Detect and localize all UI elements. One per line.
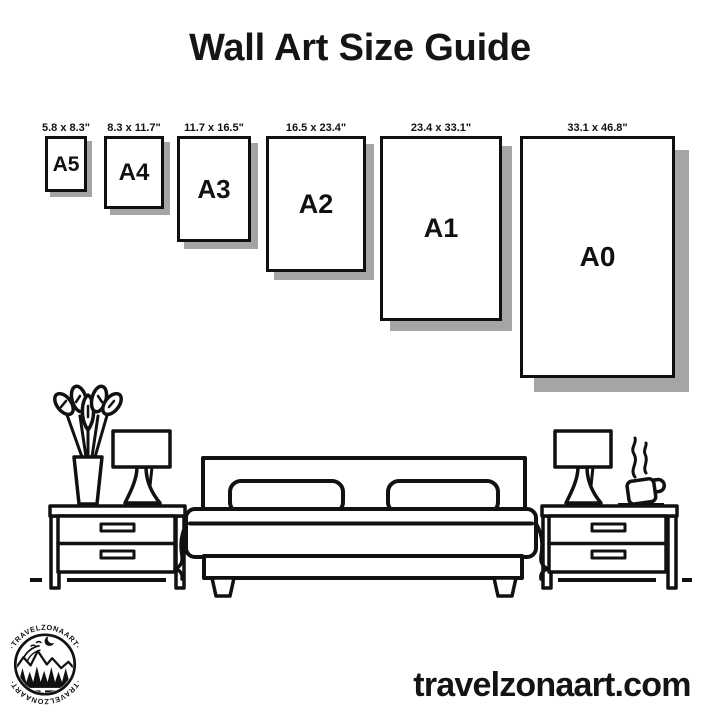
lamp-shade (555, 431, 611, 467)
size-frame-a4 (104, 122, 164, 209)
frame-dimensions-label: 16.5 x 23.4" (285, 122, 347, 134)
website-url: travelzonaart.com (413, 666, 691, 704)
drawer-handle (101, 524, 134, 531)
frame-dimensions-label: 11.7 x 16.5" (184, 122, 244, 134)
size-frame-a3 (177, 122, 251, 242)
nightstand-left (50, 506, 185, 588)
table-lamp-right (555, 431, 611, 503)
bed-leg (212, 578, 234, 596)
frame-dimensions-label: 8.3 x 11.7" (107, 122, 161, 134)
frame-size-letter: A0 (579, 241, 616, 272)
lamp-shade (113, 431, 170, 467)
size-frame-a1 (380, 122, 502, 321)
steam-icon (633, 438, 636, 477)
bedroom-illustration (0, 380, 720, 608)
page-title: Wall Art Size Guide (189, 27, 531, 69)
size-frame-a2 (266, 122, 366, 272)
double-bed (186, 458, 536, 596)
frame-dimensions-label: 5.8 x 8.3" (41, 122, 91, 134)
vase (74, 457, 102, 504)
frame-size-letter: A4 (118, 158, 150, 186)
frame-size-letter: A2 (298, 188, 334, 219)
drawer-handle (592, 524, 625, 531)
logo-arc-text-bottom: ·TRAVELZONAART· (7, 678, 83, 707)
frame-dimensions-label: 33.1 x 46.8" (567, 122, 628, 134)
frame-dimensions-label: 23.4 x 33.1" (410, 122, 472, 134)
bed-base (204, 556, 522, 578)
bed-leg (494, 578, 516, 596)
drawer-handle (592, 551, 625, 558)
coffee-cup (618, 438, 666, 505)
frame-size-letter: A1 (423, 213, 459, 243)
frame-size-letter: A5 (52, 152, 80, 176)
size-frame-a5 (41, 122, 91, 192)
frame-size-letter: A3 (197, 174, 231, 204)
mattress (186, 509, 536, 557)
size-frame-a0 (520, 122, 675, 378)
brand-logo (0, 617, 90, 712)
nightstand-right (542, 506, 677, 588)
logo-arc-text-top: ·TRAVELZONAART· (7, 622, 83, 651)
drawer-handle (101, 551, 134, 558)
steam-icon (644, 443, 646, 473)
table-lamp-left (113, 431, 170, 503)
